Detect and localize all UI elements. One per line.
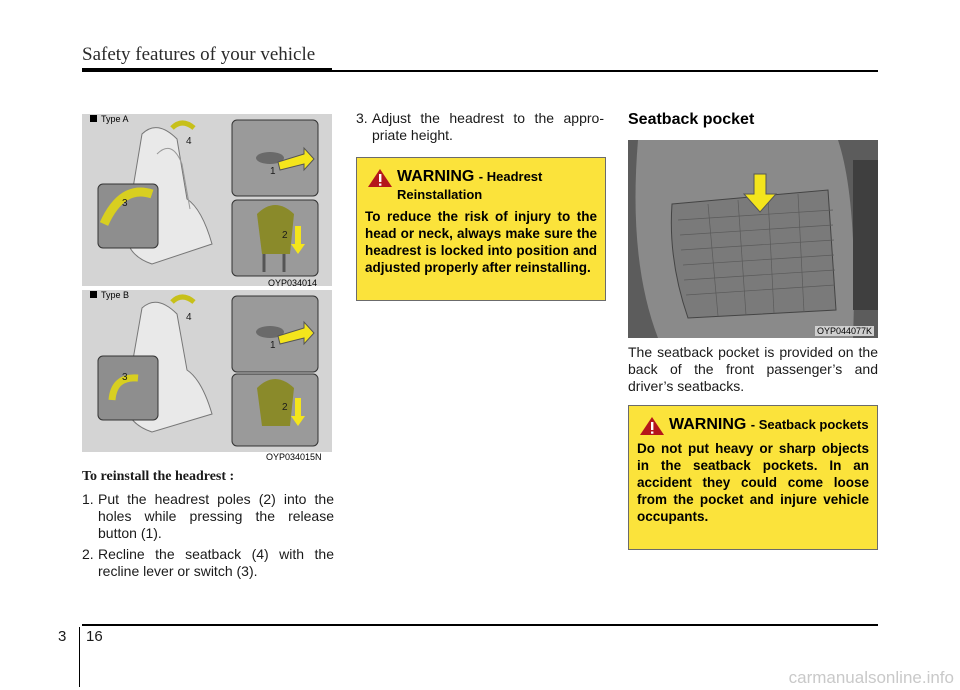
reinstall-instructions — [82, 468, 334, 580]
callout-3: 3 — [122, 198, 128, 209]
seatback-pocket-text: The seatback pocket is provided on the back of the front passenger’s and driver’s seatbacks. — [628, 344, 878, 394]
callout-4: 4 — [186, 312, 192, 323]
chapter-number: 3 — [58, 628, 67, 645]
seat-illustration-b — [82, 290, 332, 452]
seatback-illustration — [628, 140, 878, 338]
seat-illustration-a — [82, 114, 332, 286]
callout-4: 4 — [186, 136, 192, 147]
figure-a-code: OYP034014 — [268, 278, 318, 288]
page-number: 16 — [86, 628, 103, 645]
step-3: 3. Adjust the headrest to the appro-priate height. — [356, 110, 604, 143]
callout-2: 2 — [282, 402, 288, 413]
warning-subtitle: - Headrest Reinstallation — [397, 169, 543, 202]
footer-rule — [82, 624, 878, 626]
warning-headrest-box — [356, 157, 606, 301]
warning-pocket-box — [628, 405, 878, 550]
seatback-pocket-title: Seatback pocket — [628, 111, 755, 128]
figure-c-code: OYP044077K — [816, 326, 872, 336]
figure-b-code: OYP034015N — [266, 452, 322, 462]
figure-a-label: Type A — [90, 114, 129, 124]
callout-2: 2 — [282, 230, 288, 241]
header-rule-accent — [82, 68, 332, 72]
figure-type-b — [82, 290, 332, 452]
warning-body: To reduce the risk of injury to the head or neck, always make sure the headrest is locked into position and adjusted properly after reinstalling. — [365, 209, 597, 275]
warning-word: WARNING — [397, 168, 475, 185]
warning-body: Do not put heavy or sharp objects in the seatback pockets. In an accident they could come loose from the pocket and injure vehicle occupants. — [637, 441, 869, 524]
step-1: 1. Put the headrest poles (2) into the holes while pressing the release button (1). — [82, 491, 334, 541]
seatback-pocket-photo — [628, 140, 878, 338]
footer-divider — [79, 627, 80, 687]
figure-b-label: Type B — [90, 290, 129, 300]
callout-1: 1 — [270, 340, 276, 351]
callout-1: 1 — [270, 166, 276, 177]
warning-icon — [639, 416, 665, 436]
step-2: 2. Recline the seatback (4) with the recline lever or switch (3). — [82, 546, 334, 579]
reinstall-heading: To reinstall the headrest : — [82, 469, 235, 484]
warning-icon — [367, 168, 393, 188]
watermark: carmanualsonline.info — [788, 668, 954, 687]
page-header-title: Safety features of your vehicle — [82, 44, 316, 65]
warning-subtitle: - Seatback pockets — [750, 417, 869, 432]
callout-3: 3 — [122, 372, 128, 383]
figure-type-a — [82, 114, 332, 286]
warning-word: WARNING — [669, 416, 747, 433]
